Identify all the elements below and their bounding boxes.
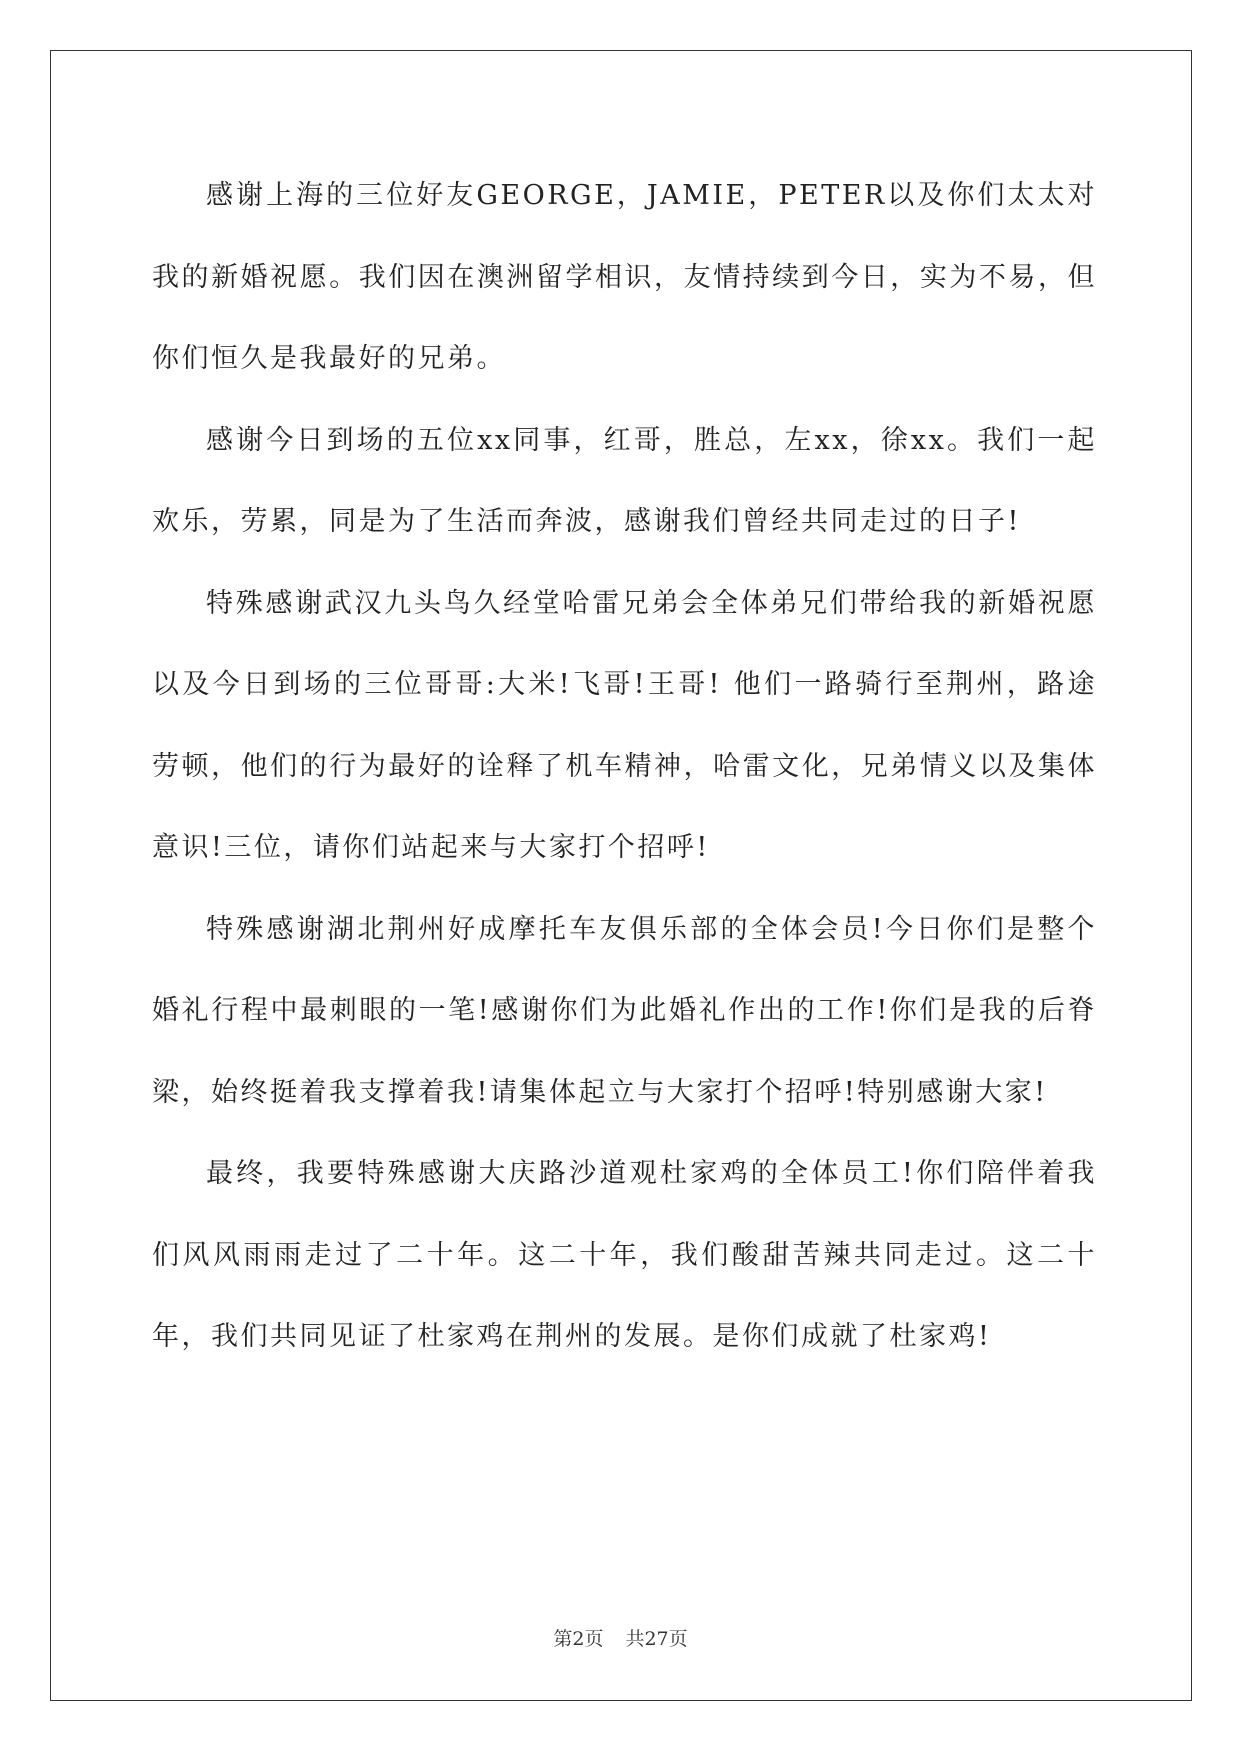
paragraph-1: 感谢上海的三位好友GEORGE，JAMIE，PETER以及你们太太对我的新婚祝愿。我们因在澳洲留学相识，友情持续到今日，实为不易，但你们恒久是我最好的兄弟。 [152,180,1097,374]
page-total: 共27页 [625,1628,688,1650]
page-number: 第2页 [553,1628,604,1650]
paragraph-5: 最终，我要特殊感谢大庆路沙道观杜家鸡的全体员工!你们陪伴着我们风风雨雨走过了二十年。这二十年，我们酸甜苦辣共同走过。这二十年，我们共同见证了杜家鸡在荆州的发展。是你们成就了杜家鸡! [152,1158,1097,1352]
paragraph-3: 特殊感谢武汉九头鸟久经堂哈雷兄弟会全体弟兄们带给我的新婚祝愿以及今日到场的三位哥哥:大米!飞哥!王哥! 他们一路骑行至荆州，路途劳顿，他们的行为最好的诠释了机车精神，哈雷文化，兄弟情义以及集体意识!三位，请你们站起来与大家打个招呼! [152,587,1097,863]
page-footer [0,1624,1241,1651]
document-body [152,155,1097,1378]
paragraph-4: 特殊感谢湖北荆州好成摩托车友俱乐部的全体会员!今日你们是整个婚礼行程中最刺眼的一笔!感谢你们为此婚礼作出的工作!你们是我的后脊梁，始终挺着我支撑着我!请集体起立与大家打个招呼!特别感谢大家! [152,913,1097,1108]
paragraph-2: 感谢今日到场的五位xx同事，红哥，胜总，左xx，徐xx。我们一起欢乐，劳累，同是为了生活而奔波，感谢我们曾经共同走过的日子! [152,424,1097,537]
